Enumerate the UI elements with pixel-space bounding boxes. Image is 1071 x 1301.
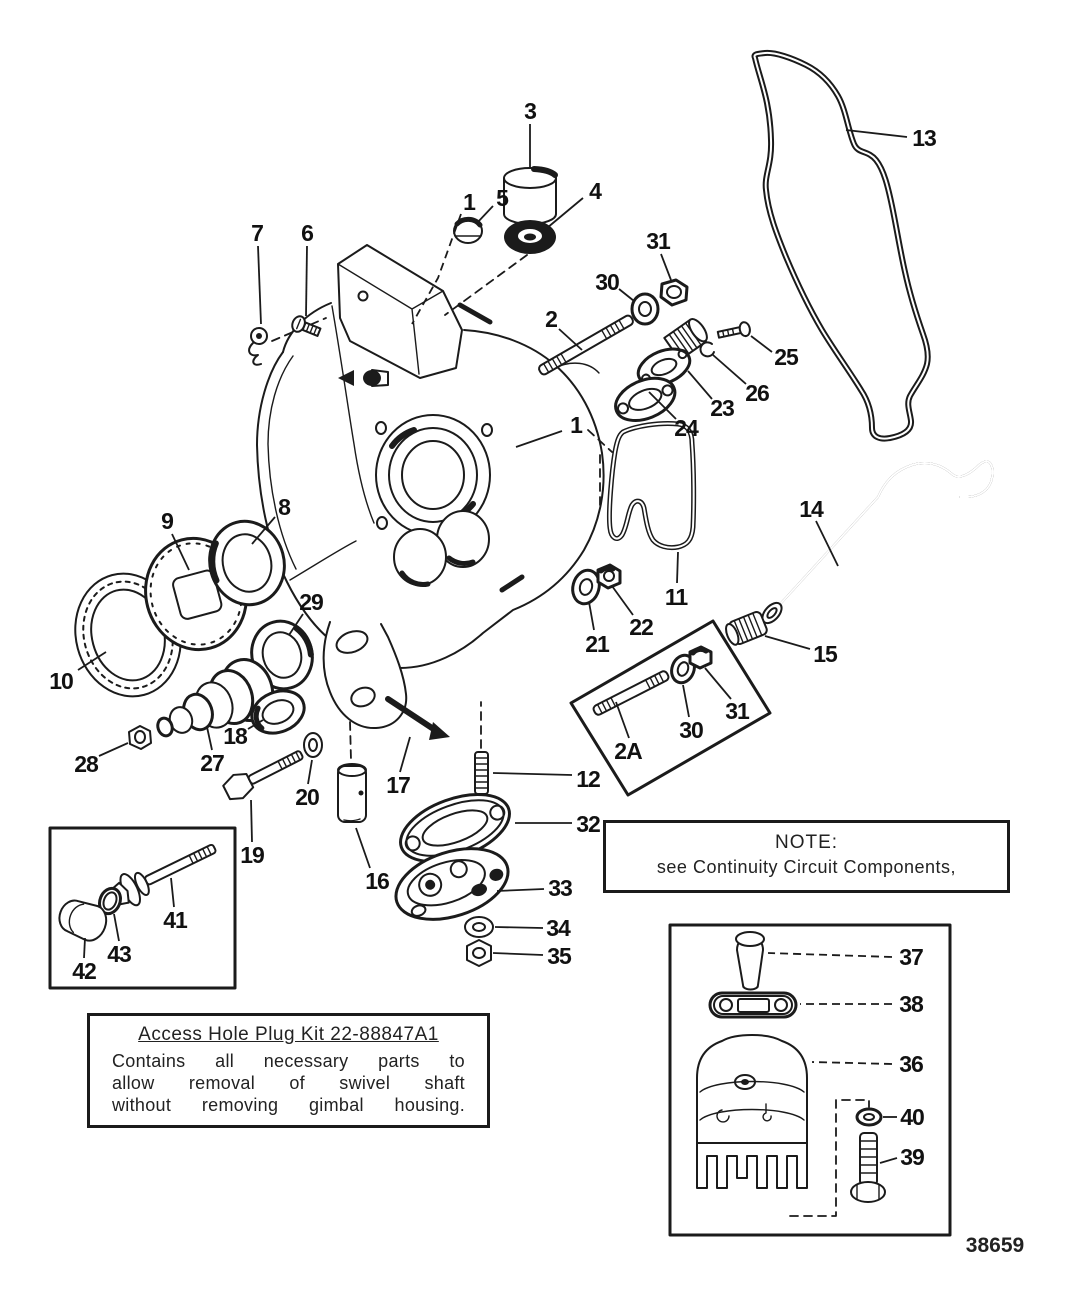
leader-34 <box>495 927 543 928</box>
callout-5: 5 <box>496 185 508 211</box>
leader-6 <box>306 246 307 316</box>
leader-39 <box>880 1158 897 1163</box>
leader-17 <box>400 737 410 772</box>
callout-38: 38 <box>899 991 923 1017</box>
access-kit-line: allow removal of swivel shaft <box>112 1073 465 1093</box>
callout-19: 19 <box>240 842 264 868</box>
callout-2A: 2A <box>614 738 642 764</box>
leader-35 <box>493 953 543 955</box>
callout-18: 18 <box>223 723 247 749</box>
hose-fitting-drawing <box>723 611 768 648</box>
callout-15: 15 <box>813 641 837 667</box>
leader-21 <box>589 602 594 630</box>
callout-42: 42 <box>72 958 96 984</box>
leader-36 <box>812 1062 892 1064</box>
leader-7 <box>258 246 261 324</box>
leader-42 <box>84 938 85 958</box>
leader-30-top <box>619 289 634 301</box>
leader-43 <box>114 914 119 941</box>
callout-13: 13 <box>912 125 936 151</box>
callout-17: 17 <box>386 772 410 798</box>
access-kit-title: Access Hole Plug Kit 22-88847A1 <box>138 1024 439 1045</box>
callout-4: 4 <box>589 178 601 204</box>
callout-2: 2 <box>545 306 557 332</box>
leader-27 <box>207 727 212 750</box>
callout-24: 24 <box>674 415 698 441</box>
leader-28 <box>99 743 128 756</box>
callout-32: 32 <box>576 811 600 837</box>
leader-31-box <box>705 668 731 699</box>
callout-9: 9 <box>161 508 173 534</box>
callout-20: 20 <box>295 784 319 810</box>
shift-plate-drawing <box>387 781 519 966</box>
leader-37 <box>768 953 892 957</box>
leader-26 <box>713 355 746 384</box>
access-kit-line: without removing gimbal housing. <box>112 1095 465 1115</box>
callout-14: 14 <box>799 496 823 522</box>
leader-22 <box>612 586 633 615</box>
callout-37: 37 <box>899 944 923 970</box>
callout-16: 16 <box>365 868 389 894</box>
callout-31-top: 31 <box>646 228 670 254</box>
callout-39: 39 <box>900 1144 924 1170</box>
callout-28: 28 <box>74 751 98 777</box>
callout-12: 12 <box>576 766 600 792</box>
callout-29: 29 <box>299 589 323 615</box>
note-body: see Continuity Circuit Components, <box>656 857 957 877</box>
leader-11 <box>677 552 678 583</box>
leader-15 <box>765 636 810 649</box>
callout-41: 41 <box>163 907 187 933</box>
callout-7: 7 <box>251 220 263 246</box>
leader-1-main <box>516 431 562 447</box>
callout-30-top: 30 <box>595 269 619 295</box>
leader-19 <box>251 800 252 842</box>
leader-41 <box>171 878 174 907</box>
callout-43: 43 <box>107 941 131 967</box>
access-kit-line: Contains all necessary parts to <box>112 1051 465 1071</box>
callout-34: 34 <box>546 915 570 941</box>
leader-2A <box>616 702 629 738</box>
leader-33 <box>497 889 544 891</box>
callout-40: 40 <box>900 1104 924 1130</box>
note-title: NOTE: <box>774 832 839 853</box>
callout-22: 22 <box>629 614 653 640</box>
callout-1-top: 1 <box>463 189 475 215</box>
leader-31-top <box>661 254 671 280</box>
water-hose-drawing <box>723 462 992 648</box>
callout-31-box: 31 <box>725 698 749 724</box>
leader-20 <box>308 760 312 784</box>
leader-23 <box>688 371 712 399</box>
leader-5 <box>477 206 493 223</box>
callout-3: 3 <box>524 98 536 124</box>
leader-13 <box>846 130 907 137</box>
callout-33: 33 <box>548 875 572 901</box>
drawing-number: 38659 <box>965 1234 1025 1257</box>
transom-gasket-drawing <box>754 53 927 439</box>
leader-2 <box>559 329 582 350</box>
callout-23: 23 <box>710 395 734 421</box>
leader-16 <box>356 828 370 868</box>
callout-21: 21 <box>585 631 609 657</box>
callout-1-main: 1 <box>570 412 582 438</box>
callout-36: 36 <box>899 1051 923 1077</box>
access-kit-box <box>87 1013 490 1128</box>
leader-25 <box>751 336 772 352</box>
callout-11: 11 <box>664 584 688 610</box>
anode-kit-box-drawing <box>670 925 950 1235</box>
leader-12 <box>493 773 572 775</box>
note-box <box>603 820 1010 893</box>
bearing-seal-train-drawing <box>62 513 320 708</box>
callout-25: 25 <box>774 344 798 370</box>
callout-27: 27 <box>200 750 224 776</box>
callout-10: 10 <box>49 668 73 694</box>
callout-26: 26 <box>745 380 769 406</box>
callout-8: 8 <box>278 494 290 520</box>
callout-6: 6 <box>301 220 313 246</box>
callout-35: 35 <box>547 943 571 969</box>
leader-30-box <box>683 685 689 717</box>
callout-30-box: 30 <box>679 717 703 743</box>
